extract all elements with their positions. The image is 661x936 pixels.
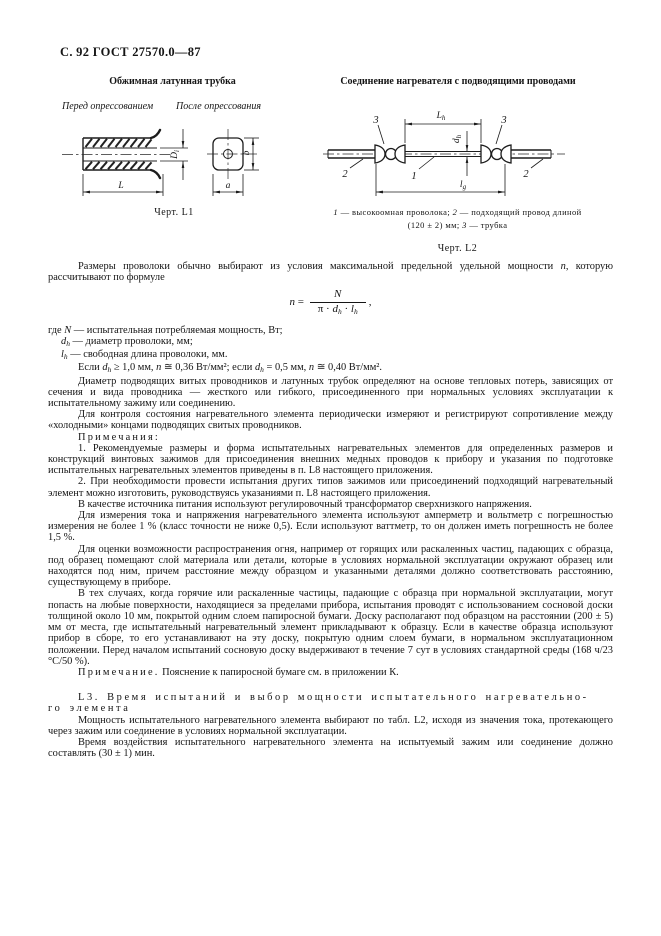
dim-Lh-label: L	[436, 111, 442, 121]
tube-side-view	[62, 129, 188, 196]
callout-lead-left: 2	[342, 169, 348, 180]
label-before-crimping: Перед опрессованием	[62, 101, 154, 112]
crimp-tube-right	[481, 145, 511, 163]
callout-lead-right: 2	[523, 169, 529, 180]
dim-b-label: b	[242, 150, 252, 156]
callout-tube-right: 3	[501, 115, 507, 126]
svg-text:Di: $D_i$	[170, 150, 181, 159]
note-tissue-paper: Примечание. Пояснение к папиросной бумаге см. в приложении К.	[78, 666, 399, 678]
paragraph-control: Для контроля состояния нагревательного элемента периодически измеряют и регистрируют сопротивление между «холодными» концами подводящих свитых проводников.	[48, 409, 613, 432]
figure-caption-L1: Черт. L1	[154, 207, 194, 218]
callout-tube-left: 3	[373, 115, 379, 126]
dim-a-label: a	[225, 181, 231, 191]
where-line-N: где N — испытательная потребляемая мощность, Вт;	[48, 324, 283, 336]
dim-lg-label: l	[459, 180, 463, 190]
dim-dh-label: d	[452, 138, 462, 144]
page-header: С. 92 ГОСТ 27570.0—87	[60, 45, 201, 59]
section-l3-heading-line2: го элемента	[48, 703, 131, 715]
formula-specific-power: n = $\frac{N}{\pi \cdot d_h \cdot l_h}$ ,	[289, 288, 372, 316]
figure-left-title: Обжимная латунная трубка	[109, 76, 236, 87]
dimension-lg	[376, 164, 505, 196]
paragraph-test-duration: Время воздействия испытательного нагревательного элемента на испытуемый зажим или соединение должно составлять (30 ± 1) мин.	[48, 736, 613, 760]
dimension-Lh	[405, 111, 481, 143]
dimension-dh	[452, 131, 468, 176]
dim-L-label: L	[118, 181, 124, 191]
note-2: 2. При необходимости провести испытания других типов зажимов или присоединений подходящий нагревательный элемент можно изготовить, руководствуясь указаниями п. L8 настоящего приложения.	[48, 476, 613, 499]
where-line-l: $l_h$ — свободная длина проволоки, мм.	[61, 349, 228, 362]
paragraph-pine-board: В тех случаях, когда горячие или раскаленные частицы, падающие с образца при нормальной эксплуатации, могут попасть на любые поверхности, находящиеся за пределами прибора, испытания проводят с использованием сосновой доски толщиной около 10 мм, покрытой одним слоем папиросной бумаги. Доску располагают под образцом на расстоянии (200 ± 5) мм от места, где испытательный нагревательный элемент прикладывают к образцу. Если в качестве образца используют прибор в сборе, то его устанавливают на эту доску, покрытую одним слоем бумаги, в нормальном эксплуатационном положении. Перед началом испытаний сосновую доску выдерживают в течение 7 сут в условиях стандартной среды (168 ч/23 °С/50 %).	[48, 588, 613, 667]
notes-header: Примечания:	[78, 431, 161, 443]
paragraph-power-selection: Мощность испытательного нагревательного элемента выбирают по табл. L2, исходя из значения тока, протекающего через зажим или соединение в условиях нормальной эксплуатации.	[48, 714, 613, 737]
figure-legend	[300, 206, 615, 232]
paragraph-power-source: В качестве источника питания используют регулировочный трансформатор сверхнизкого напряжения.	[78, 498, 532, 510]
paragraph-wire-sizes: Размеры проволоки обычно выбирают из условия максимальной предельной удельной мощности n, которую рассчитывают по формуле	[48, 261, 613, 284]
condition-line: Если $d_h \ge 1,0$ мм, n ≅ 0,36 Вт/мм²; если $d_h = 0,5$ мм, n ≅ 0,40 Вт/мм².	[78, 362, 382, 375]
svg-text:Lh: $L_h$	[436, 111, 446, 122]
note-1: 1. Рекомендуемые размеры и форма испытательных нагревательных элементов для определенных размеров и конструкций винтовых зажимов для присоединения внешних медных проводов к прибору и указания по подготовке испытательных нагревательных элементов приведены в п. L8 настоящего приложения.	[48, 442, 613, 477]
label-after-crimping: После опрессования	[176, 101, 262, 112]
section-l3-heading-line1: L3. Время испытаний и выбор мощности испытательного нагревательно-	[78, 692, 589, 704]
where-line-d: $d_h$ — диаметр проволоки, мм;	[61, 336, 193, 349]
svg-text:dh: $d_h$	[452, 134, 463, 144]
tube-crimped-view	[207, 129, 260, 196]
figure-right-title: Соединение нагревателя с подводящими проводами	[340, 76, 576, 87]
callouts	[342, 115, 543, 182]
legend-line-1: 1 — высокоомная проволока; 2 — подходящий провод длиной	[333, 207, 582, 217]
figure-caption-L2: Черт. L2	[437, 243, 478, 254]
paragraph-measurement: Для измерения тока и напряжения нагревательного элемента используют амперметр и вольтметр с погрешностью измерения не более 1 % (класс точности не ниже 0,5). Если используют ваттметр, то он должен иметь погрешность не более 1,5 %.	[48, 510, 613, 544]
callout-wire: 1	[411, 171, 417, 182]
wall-hatching	[86, 139, 152, 169]
heater-connection-drawing	[315, 103, 615, 203]
legend-line-2: (120 ± 2) мм; 3 — трубка	[407, 220, 508, 230]
svg-text:lg: $l_g$	[459, 180, 467, 191]
dim-Di-label: D	[170, 152, 180, 159]
fraction: $\frac{N}{\pi \cdot d_h \cdot l_h}$	[310, 289, 366, 316]
brass-tube-drawing	[50, 126, 265, 206]
dimension-length-L	[83, 174, 163, 196]
paragraph-diameter: Диаметр подводящих витых проводников и латунных трубок определяют на основе тепловых потерь, зависящих от сечения и вида проводника — жесткого или гибкого, присоединенного при нормальных условиях эксплуатации к испытательному зажиму или соединению.	[48, 375, 613, 410]
body-text	[48, 261, 613, 759]
paragraph-fire-spread: Для оценки возможности распространения огня, например от горящих или раскаленных частиц, падающих с образца, под образец помещают слой материала или детали, которые в условиях нормальной эксплуатации окружают образец или находятся под ним, причем расстояние между образцом и указанными деталями должно соответствовать расстоянию, существующему в приборе.	[48, 543, 613, 589]
crimp-tube-left	[375, 145, 405, 163]
